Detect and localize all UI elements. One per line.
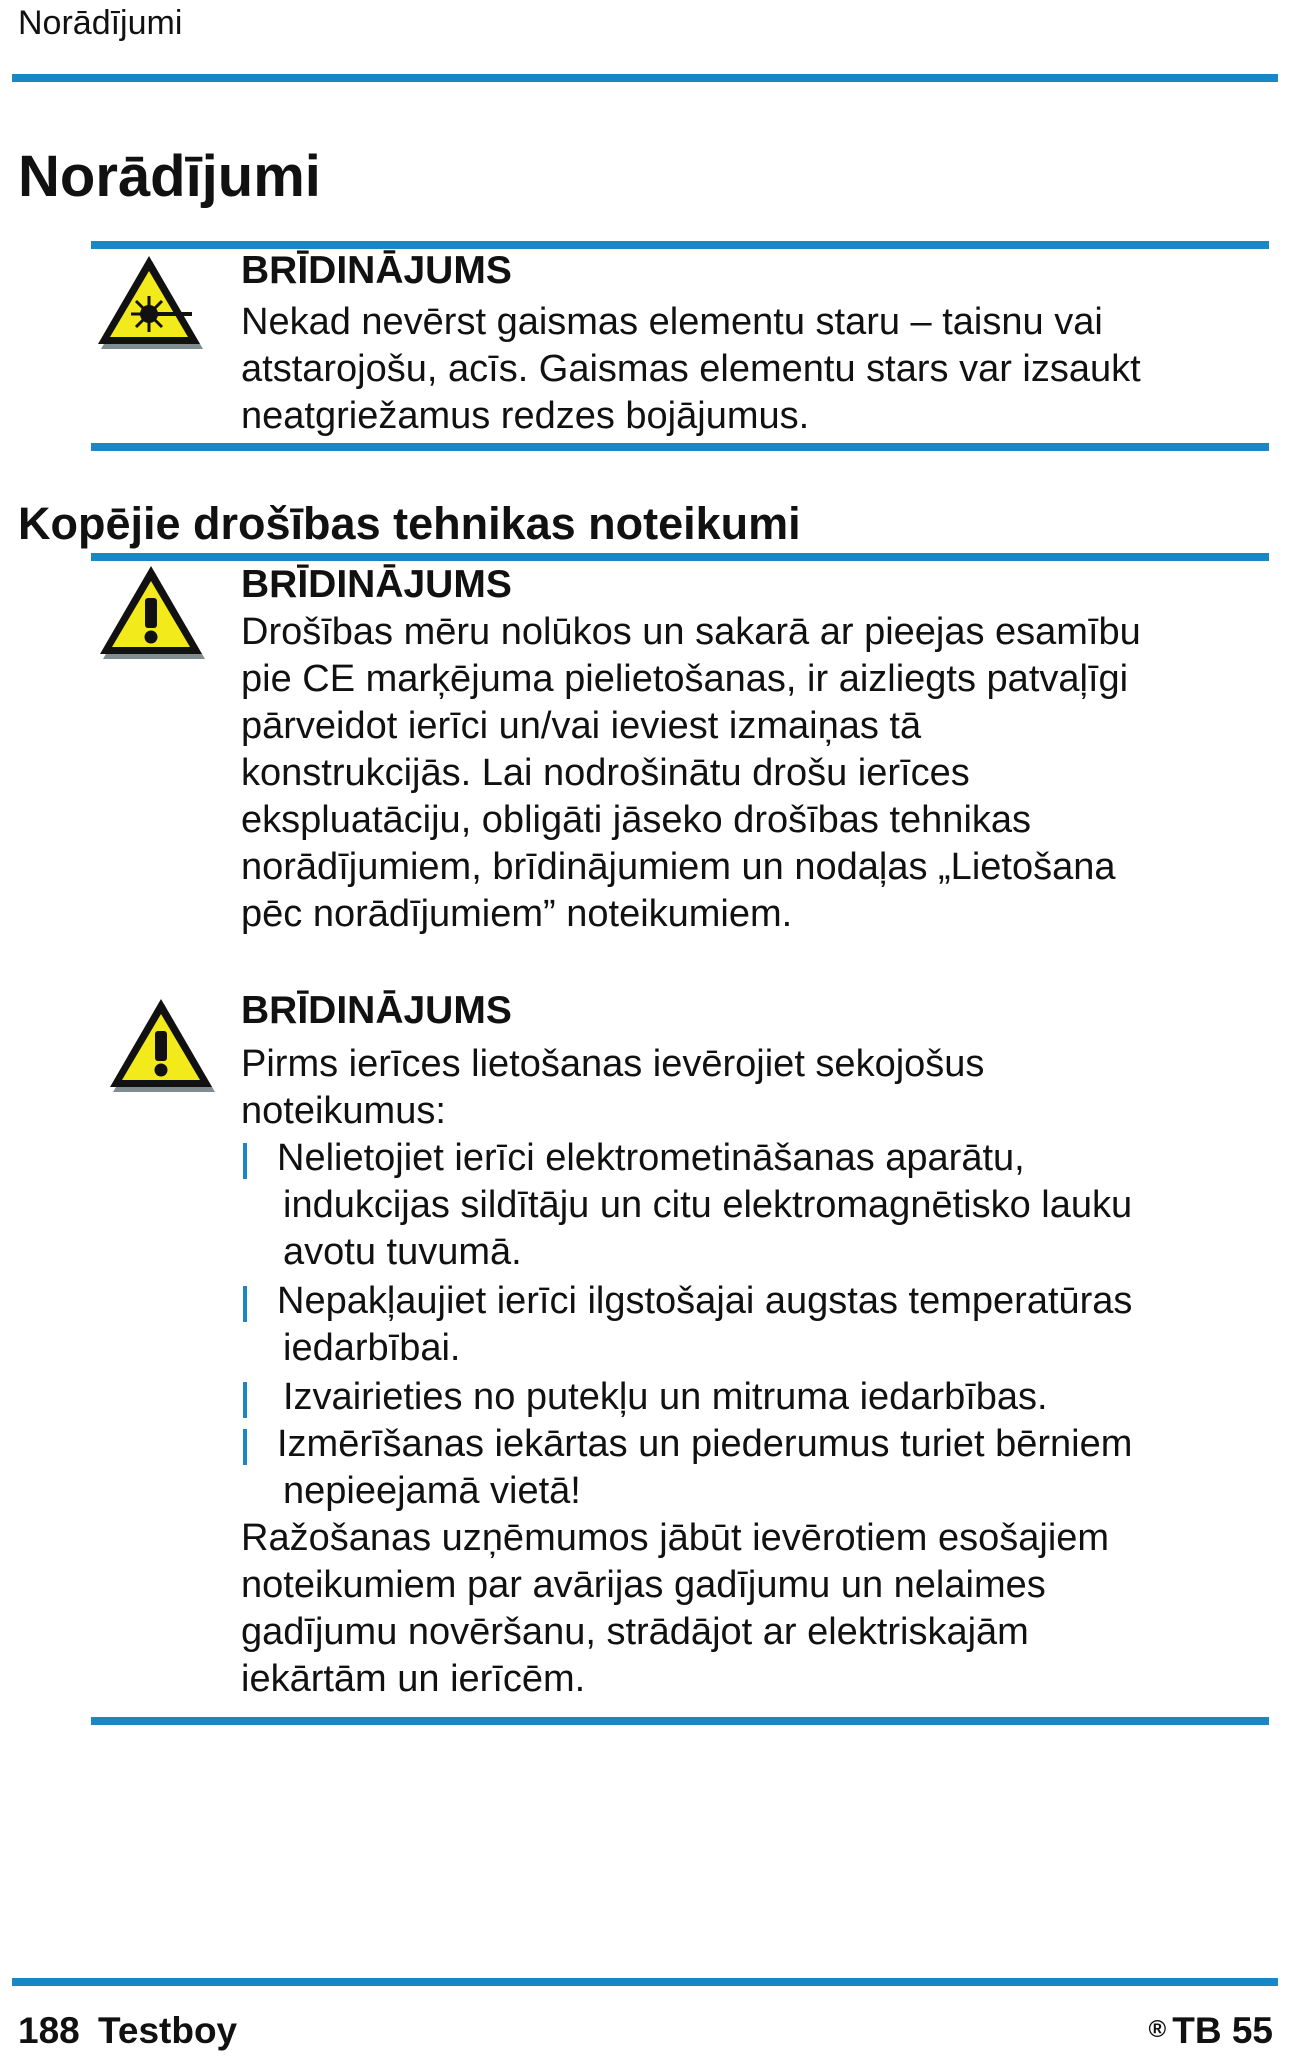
warning3-intro-line: Pirms ierīces lietošanas ievērojiet sekojošus — [241, 1043, 985, 1085]
warning2-line: pēc norādījumiem” noteikumiem. — [241, 893, 793, 935]
bullet-bar-icon — [243, 1286, 247, 1322]
warning1-content — [241, 249, 1261, 440]
footer-divider — [12, 1978, 1278, 1986]
warning3-outro-line: Ražošanas uzņēmumos jābūt ievērotiem esošajiem — [241, 1517, 1110, 1559]
footer-model-info — [1149, 2010, 1273, 2052]
exclamation-warning-icon — [104, 995, 218, 1095]
list-item-line: iedarbībai. — [283, 1327, 461, 1369]
warning1-title: BRĪDINĀJUMS — [241, 249, 512, 292]
warning1-bottom-rule — [91, 443, 1269, 451]
warning3-title: BRĪDINĀJUMS — [241, 989, 512, 1032]
running-header: Norādījumi — [18, 4, 183, 42]
warning2-line: Drošības mēru nolūkos un sakarā ar pieejas esamību — [241, 611, 1141, 653]
list-item — [241, 1278, 1261, 1372]
bullet-bar-icon — [243, 1143, 247, 1179]
warning2-title: BRĪDINĀJUMS — [241, 563, 512, 606]
footer-page-info — [18, 2010, 237, 2052]
warning3-outro-line: noteikumiem par avārijas gadījumu un nelaimes — [241, 1564, 1046, 1606]
page-number: 188 — [18, 2010, 80, 2051]
warning2-line: pārveidot ierīci un/vai ieviest izmaiņas tā — [241, 705, 922, 747]
page-title: Norādījumi — [18, 144, 321, 209]
warning2-line: pie CE marķējuma pielietošanas, ir aizliegts patvaļīgi — [241, 658, 1129, 700]
list-item-line: Izvairieties no putekļu un mitruma iedarbības. — [283, 1376, 1048, 1418]
registered-mark: ® — [1148, 2016, 1167, 2043]
warning1-line: neatgriežamus redzes bojājumus. — [241, 395, 810, 437]
list-item — [241, 1374, 1261, 1421]
list-item-line: Nepakļaujiet ierīci ilgstošajai augstas temperatūras — [277, 1280, 1133, 1322]
header-divider — [12, 74, 1278, 82]
warning3-bottom-rule — [91, 1717, 1269, 1725]
warning3-outro-line: iekārtām un ierīcēm. — [241, 1658, 586, 1700]
laser-warning-icon — [92, 252, 206, 352]
list-item-line: Izmērīšanas iekārtas un piederumus turiet bērniem — [277, 1423, 1133, 1465]
warning1-line: atstarojošu, acīs. Gaismas elementu stars var izsaukt — [241, 348, 1141, 390]
warning2-line: norādījumiem, brīdinājumiem un nodaļas „Lietošana — [241, 846, 1116, 888]
list-item — [241, 1421, 1261, 1515]
section-rule — [91, 553, 1269, 561]
footer-brand: Testboy — [98, 2010, 238, 2051]
list-item-line: avotu tuvumā. — [283, 1231, 522, 1273]
warning2-line: ekspluatāciju, obligāti jāseko drošības tehnikas — [241, 799, 1032, 841]
warning1-line: Nekad nevērst gaismas elementu staru – taisnu vai — [241, 301, 1103, 343]
section-title: Kopējie drošības tehnikas noteikumi — [18, 498, 801, 549]
list-item-line: nepieejamā vietā! — [283, 1470, 581, 1512]
warning1-top-rule — [91, 241, 1269, 249]
footer-model: TB 55 — [1172, 2010, 1273, 2051]
bullet-bar-icon — [243, 1429, 247, 1465]
bullet-bar-icon — [243, 1382, 247, 1418]
warning2-line: konstrukcijās. Lai nodrošinātu drošu ierīces — [241, 752, 970, 794]
list-item-line: Nelietojiet ierīci elektrometināšanas aparātu, — [277, 1137, 1025, 1179]
warning2-content — [241, 563, 1261, 938]
warning3-content — [241, 989, 1261, 1703]
list-item-line: indukcijas sildītāju un citu elektromagnētisko lauku — [283, 1184, 1133, 1226]
warning3-outro-line: gadījumu novēršanu, strādājot ar elektriskajām — [241, 1611, 1029, 1653]
warning3-intro-line: noteikumus: — [241, 1090, 446, 1132]
exclamation-warning-icon — [94, 562, 208, 662]
list-item — [241, 1135, 1261, 1276]
